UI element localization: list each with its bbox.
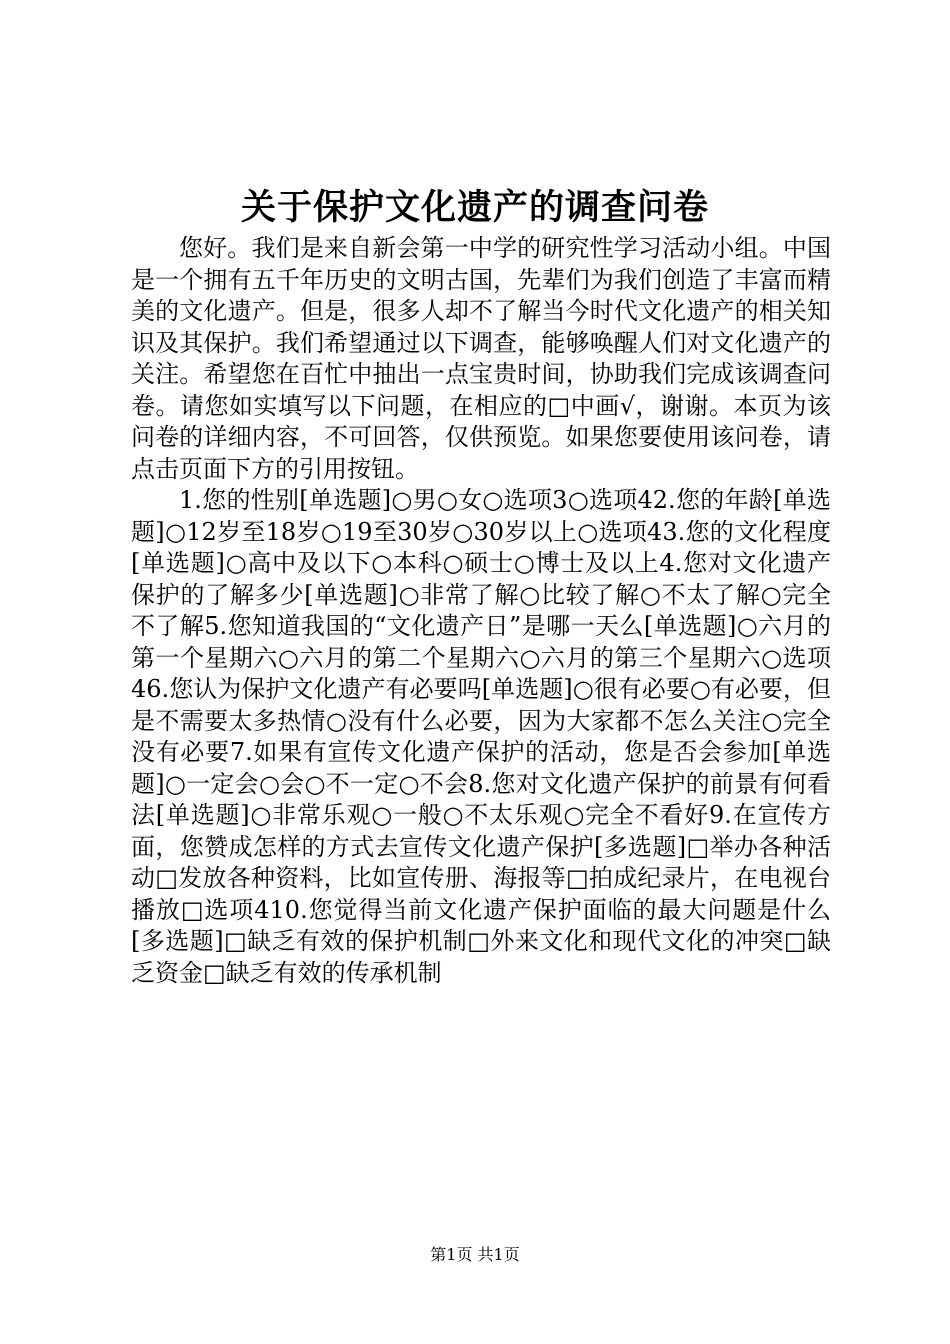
questions-paragraph: 1.您的性别[单选题]○男○女○选项3○选项42.您的年龄[单选题]○12岁至18岁○19至30岁○30岁以上○选项43.您的文化程度[单选题]○高中及以下○本科○硕士○博士及以上4.您对文化遗产保护的了解多少[单选题]○非常了解○比较了解○不太了解○完全不了解5.您知道我国的“文化遗产日”是哪一天么[单选题]○六月的第一个星期六○六月的第二个星期六○六月的第三个星期六○选项46.您认为保护文化遗产有必要吗[单选题]○很有必要○有必要，但是不需要太多热情○没有什么必要，因为大家都不怎么关注○完全没有必要7.如果有宣传文化遗产保护的活动，您是否会参加[单选题]○一定会○会○不一定○不会8.您对文化遗产保护的前景有何看法[单选题]○非常乐观○一般○不太乐观○完全不看好9.在宣传方面，您赞成怎样的方式去宣传文化遗产保护[多选题]□举办各种活动□发放各种资料，比如宣传册、海报等□拍成纪录片，在电视台播放□选项410.您觉得当前文化遗产保护面临的最大问题是什么[多选题]□缺乏有效的保护机制□外来文化和现代文化的冲突□缺乏资金□缺乏有效的传承机制 <box>131 486 831 987</box>
document-body <box>131 233 831 989</box>
intro-paragraph: 您好。我们是来自新会第一中学的研究性学习活动小组。中国是一个拥有五千年历史的文明古国，先辈们为我们创造了丰富而精美的文化遗产。但是，很多人却不了解当今时代文化遗产的相关知识及其保护。我们希望通过以下调查，能够唤醒人们对文化遗产的关注。希望您在百忙中抽出一点宝贵时间，协助我们完成该调查问卷。请您如实填写以下问题，在相应的□中画√，谢谢。本页为该问卷的详细内容，不可回答，仅供预览。如果您要使用该问卷，请点击页面下方的引用按钮。 <box>131 234 831 483</box>
document-title: 关于保护文化遗产的调查问卷 <box>240 187 709 228</box>
page-number-footer: 第1页 共1页 <box>430 1245 520 1264</box>
